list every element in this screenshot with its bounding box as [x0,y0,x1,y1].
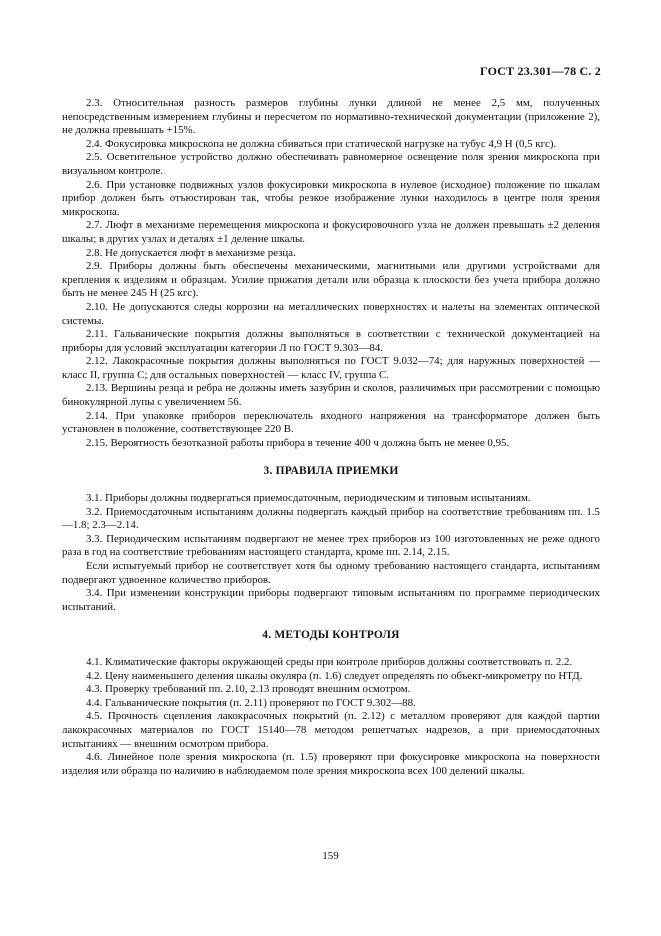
paragraph-2-15: 2.15. Вероятность безотказной работы прибора в течение 400 ч должна быть не менее 0,95. [86,436,510,449]
paragraph-4-5: 4.5. Прочность сцепления лакокрасочных покрытий (п. 2.12) с металлом проверяют для каждой партии лакокрасочных материалов по ГОСТ 15140—78 методом решетчатых надрезов, а при приемосдаточных испытаниях — внешним осмотром прибора. [62,710,600,750]
paragraph-2-13: 2.13. Вершины резца и ребра не должны иметь зазубрин и сколов, различимых при рассмотрении с помощью бинокулярной лупы с увеличением 56. [62,382,600,409]
paragraph-3-3-note: Если испытуемый прибор не соответствует хотя бы одному требованию настоящего стандарта, испытаниям подвергают удвоенное количество приборов. [62,560,600,586]
paragraph-3-3: 3.3. Периодическим испытаниям подвергают не менее трех приборов из 100 изготовленных не реже одного раза в год на соответствие требованиям настоящего стандарта, кроме пп. 2.14, 2.15. [62,532,600,559]
paragraph-2-12: 2.12. Лакокрасочные покрытия должны выполняться по ГОСТ 9.032—74; для наружных поверхностей — класс II, группа С; для остальных поверхностей — класс IV, группа С. [62,355,600,381]
paragraph-2-7: 2.7. Люфт в механизме перемещения микроскопа и фокусировочного узла не должен превышать ±2 деления шкалы; в других узлах и деталях ±1 деление шкалы. [62,219,600,245]
page-number: 159 [322,850,339,862]
paragraph-2-10: 2.10. Не допускаются следы коррозии на металлических поверхностях и налеты на элементах оптической системы. [62,300,600,327]
paragraph-2-6: 2.6. При установке подвижных узлов фокусировки микроскопа в нулевое (исходное) положение по шкалам прибор должен быть отъюстирован так, чтобы резкое изображение лунки находилось в центре поля зрения микроскопа. [62,178,600,218]
section-3-body [62,492,600,614]
paragraph-3-1: 3.1. Приборы должны подвергаться приемосдаточным, периодическим и типовым испытаниям. [86,492,531,505]
paragraph-2-8: 2.8. Не допускается люфт в механизме резца. [86,246,296,259]
paragraph-2-4: 2.4. Фокусировка микроскопа не должна сбиваться при статической нагрузке на тубус 4,9 Н (0,5 кгс). [86,137,557,150]
paragraph-4-6: 4.6. Линейное поле зрения микроскопа (п. 1.5) проверяют при фокусировке микроскопа на поверхности изделия или образца по наличию в наблюдаемом поле зрения микроскопа всех 100 делений шкалы. [62,751,600,777]
section-4-heading: 4. МЕТОДЫ КОНТРОЛЯ [262,629,400,642]
page-header: ГОСТ 23.301—78 С. 2 [480,64,601,78]
section-3-heading: 3. ПРАВИЛА ПРИЕМКИ [263,465,399,478]
paragraph-3-2: 3.2. Приемосдаточным испытаниям должны подвергать каждый прибор на соответствие требованиям пп. 1.5—1.8; 2.3—2.14. [62,505,600,532]
paragraph-2-9: 2.9. Приборы должны быть обеспечены механическими, магнитными или другими устройствами для крепления к изделиям и образцам. Усилие прижатия детали или образца к плоскости без учета прибора должно быть не менее 245 Н (25 кгс). [62,260,600,300]
section-2-body [62,97,600,450]
paragraph-3-4: 3.4. При изменении конструкции приборы подвергают типовым испытаниям по программе периодических испытаний. [62,587,600,613]
section-4-body [62,656,600,778]
paragraph-2-5: 2.5. Осветительное устройство должно обеспечивать равномерное освещение поля зрения микроскопа при визуальном контроле. [62,151,600,177]
paragraph-2-11: 2.11. Гальванические покрытия должны выполняться в соответствии с технической документацией на приборы для условий эксплуатации категории Л по ГОСТ 9.303—84. [62,328,600,354]
paragraph-4-4: 4.4. Гальванические покрытия (п. 2.11) проверяют по ГОСТ 9.302—88. [86,696,416,709]
page-content [62,97,600,778]
paragraph-2-3: 2.3. Относительная разность размеров глубины лунки длиной не менее 2,5 мм, полученных непосредственным измерением глубины и пересчетом по нормативно-технической документации (приложение 2), не должна превышать +15%. [62,97,600,137]
paragraph-4-2: 4.2. Цену наименьшего деления шкалы окуляра (п. 1.6) следует определять по объект-микрометру по НТД. [86,669,583,682]
paragraph-4-1: 4.1. Климатические факторы окружающей среды при контроле приборов должны соответствовать п. 2.2. [86,655,573,668]
paragraph-4-3: 4.3. Проверку требований пп. 2.10, 2.13 проводят внешним осмотром. [86,683,411,696]
paragraph-2-14: 2.14. При упаковке приборов переключатель входного напряжения на трансформаторе должен быть установлен в положение, соответствующее 220 В. [62,409,600,436]
